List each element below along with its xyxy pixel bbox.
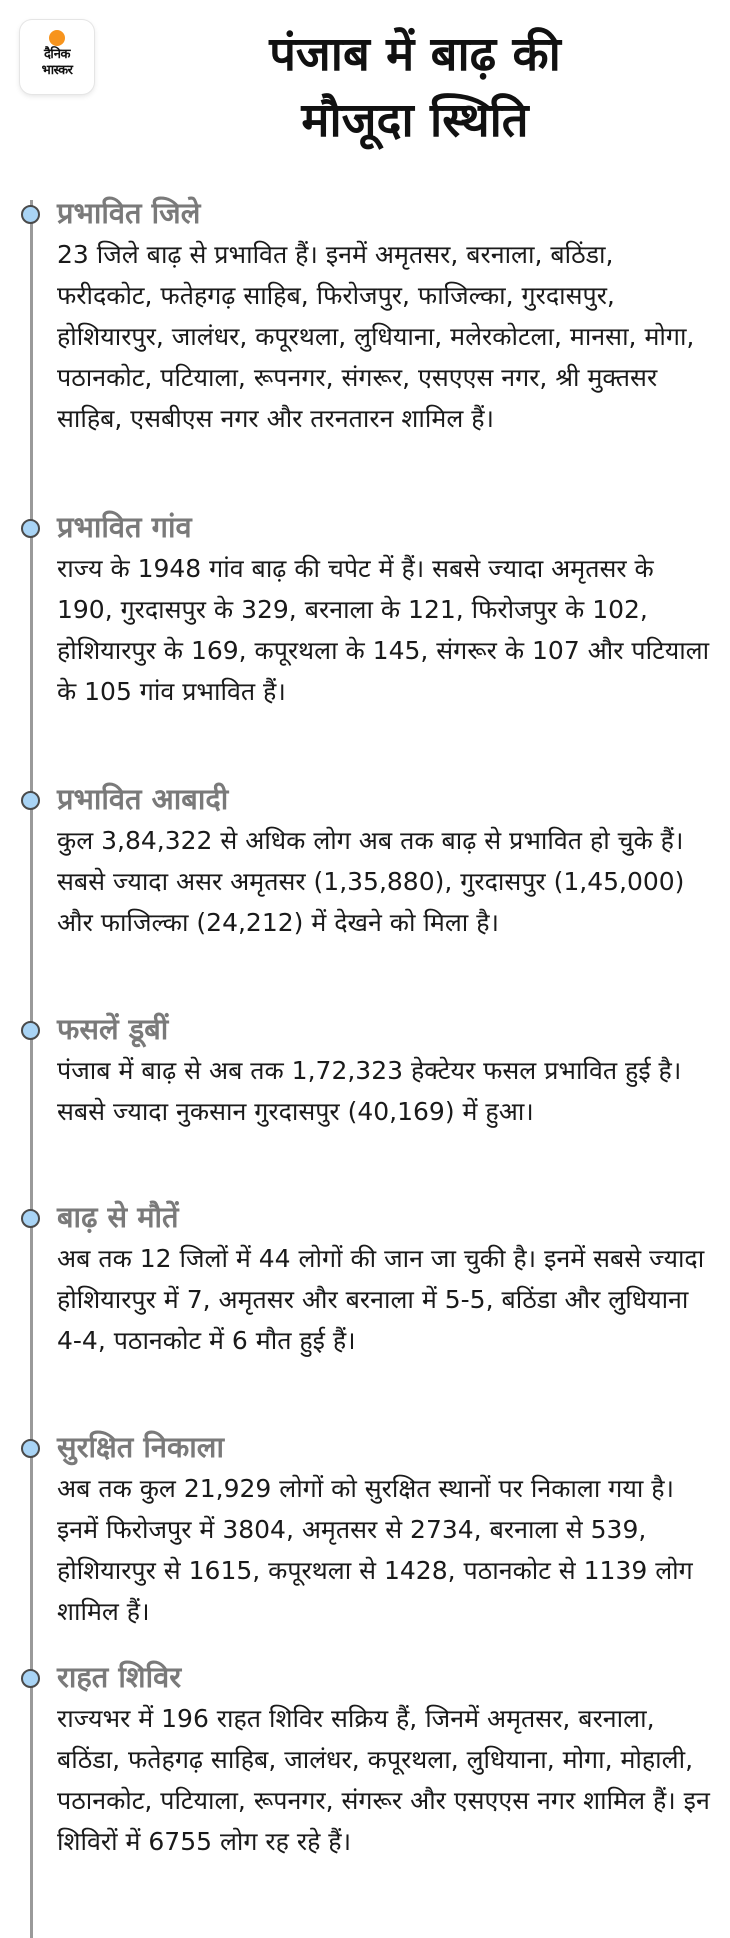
section-body: पंजाब में बाढ़ से अब तक 1,72,323 हेक्टेयर फसल प्रभावित हुई है। सबसे ज्यादा नुकसान गुरदासपुर (40,169) में हुआ।	[57, 1056, 682, 1126]
section-heading: प्रभावित गांव	[57, 510, 192, 544]
page-title-line-1: पंजाब में बाढ़ की	[269, 27, 561, 82]
logo-sun-icon	[49, 30, 65, 46]
timeline-dot-icon	[21, 791, 40, 810]
section-affected-villages	[20, 506, 710, 712]
section-affected-population	[20, 778, 710, 943]
section-crops-submerged	[20, 1008, 710, 1132]
section-body: 23 जिले बाढ़ से प्रभावित हैं। इनमें अमृतसर, बरनाला, बठिंडा, फरीदकोट, फतेहगढ़ साहिब, फिरोजपुर, फाजिल्का, गुरदासपुर, होशियारपुर, जालंधर, कपूरथला, लुधियाना, मलेरकोटला, मानसा, मोगा, पठानकोट, पटियाला, रूपनगर, संगरूर, एसएएस नगर, श्री मुक्तसर साहिब, एसबीएस नगर और तरनतारन शामिल हैं।	[57, 240, 695, 433]
logo-text-line-1: दैनिक	[44, 47, 70, 62]
section-affected-districts	[20, 192, 710, 439]
section-heading: फसलें डूबीं	[57, 1012, 169, 1046]
section-safe-evacuation	[20, 1426, 710, 1632]
timeline-dot-icon	[21, 519, 40, 538]
section-flood-deaths	[20, 1196, 710, 1361]
section-heading: प्रभावित आबादी	[57, 782, 229, 816]
section-body: राज्यभर में 196 राहत शिविर सक्रिय हैं, जिनमें अमृतसर, बरनाला, बठिंडा, फतेहगढ़ साहिब, जालंधर, कपूरथला, लुधियाना, मोगा, मोहाली, पठानकोट, पटियाला, रूपनगर, संगरूर और एसएएस नगर शामिल हैं। इन शिविरों में 6755 लोग रह रहे हैं।	[57, 1704, 710, 1856]
timeline-dot-icon	[21, 205, 40, 224]
section-heading: बाढ़ से मौतें	[57, 1200, 179, 1234]
dainik-bhaskar-logo	[20, 20, 94, 94]
timeline-dot-icon	[21, 1209, 40, 1228]
timeline-dot-icon	[21, 1439, 40, 1458]
section-body: अब तक 12 जिलों में 44 लोगों की जान जा चुकी है। इनमें सबसे ज्यादा होशियारपुर में 7, अमृतसर और बरनाला में 5-5, बठिंडा और लुधियाना 4-4, पठानकोट में 6 मौत हुई हैं।	[57, 1244, 705, 1355]
section-body: राज्य के 1948 गांव बाढ़ की चपेट में हैं। सबसे ज्यादा अमृतसर के 190, गुरदासपुर के 329, बरनाला के 121, फिरोजपुर के 102, होशियारपुर के 169, कपूरथला के 145, संगरूर के 107 और पटियाला के 105 गांव प्रभावित हैं।	[57, 554, 710, 706]
section-body: अब तक कुल 21,929 लोगों को सुरक्षित स्थानों पर निकाला गया है। इनमें फिरोजपुर में 3804, अमृतसर से 2734, बरनाला से 539, होशियारपुर से 1615, कपूरथला से 1428, पठानकोट से 1139 लोग शामिल हैं।	[57, 1474, 693, 1626]
section-heading: प्रभावित जिले	[57, 196, 201, 230]
section-heading: सुरक्षित निकाला	[57, 1430, 224, 1464]
logo-text-line-2: भास्कर	[41, 63, 73, 78]
timeline-dot-icon	[21, 1669, 40, 1688]
page-title	[120, 22, 710, 154]
page-title-line-2: मौजूदा स्थिति	[301, 93, 529, 148]
section-relief-camps	[20, 1656, 710, 1862]
timeline-dot-icon	[21, 1021, 40, 1040]
section-heading: राहत शिविर	[57, 1660, 182, 1694]
section-body: कुल 3,84,322 से अधिक लोग अब तक बाढ़ से प्रभावित हो चुके हैं। सबसे ज्यादा असर अमृतसर (1,35,880), गुरदासपुर (1,45,000) और फाजिल्का (24,212) में देखने को मिला है।	[57, 826, 685, 937]
